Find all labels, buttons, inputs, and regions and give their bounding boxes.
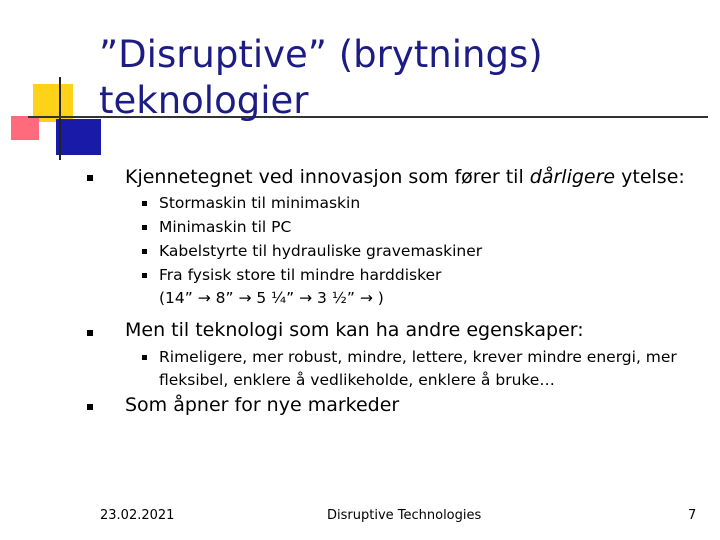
footer-date: 23.02.2021: [100, 508, 175, 523]
bullet-1-text-emphasis: dårligere: [529, 166, 616, 188]
slide-number: 7: [688, 508, 697, 523]
sub-bullet-marker: [142, 273, 147, 278]
bullet-1-text-end: ytelse:: [615, 166, 685, 188]
slide-title: [99, 32, 699, 124]
sub-bullet-marker: [142, 201, 147, 206]
sub-bullet-marker: [142, 225, 147, 230]
sub-bullet-marker: [142, 355, 147, 360]
bullet-marker: [87, 404, 93, 410]
sub-bullet-1-3: Kabelstyrte til hydrauliske gravemaskiner: [159, 242, 483, 260]
sub-bullet-2-1-line-1: Rimeligere, mer robust, mindre, lettere, krever mindre energi, mer: [159, 348, 677, 366]
sub-bullet-1-1: Stormaskin til minimaskin: [159, 194, 361, 212]
footer-title: Disruptive Technologies: [327, 508, 482, 523]
sub-bullet-2-1-line-2: fleksibel, enklere å vedlikeholde, enklere å bruke…: [159, 371, 555, 389]
decor-red-square: [11, 116, 39, 140]
bullet-marker: [87, 175, 93, 181]
bullet-3-text: Som åpner for nye markeder: [125, 394, 400, 416]
decor-vertical-line: [59, 77, 61, 160]
sub-bullet-1-2: Minimaskin til PC: [159, 218, 292, 236]
bullet-2-text: Men til teknologi som kan ha andre egenskaper:: [125, 319, 584, 341]
sub-bullet-marker: [142, 249, 147, 254]
slide-title-line-2: teknologier: [99, 79, 309, 122]
bullet-1-text-start: Kjennetegnet ved innovasjon som fører til: [125, 166, 530, 188]
sub-bullet-1-4-continuation: (14” → 8” → 5 ¼” → 3 ½” → ): [159, 289, 384, 307]
bullet-1-text: [125, 166, 685, 188]
decor-blue-square: [56, 119, 101, 155]
slide-title-line-1: ”Disruptive” (brytnings): [99, 33, 543, 76]
bullet-marker: [87, 330, 93, 336]
sub-bullet-1-4: Fra fysisk store til mindre harddisker: [159, 266, 442, 284]
